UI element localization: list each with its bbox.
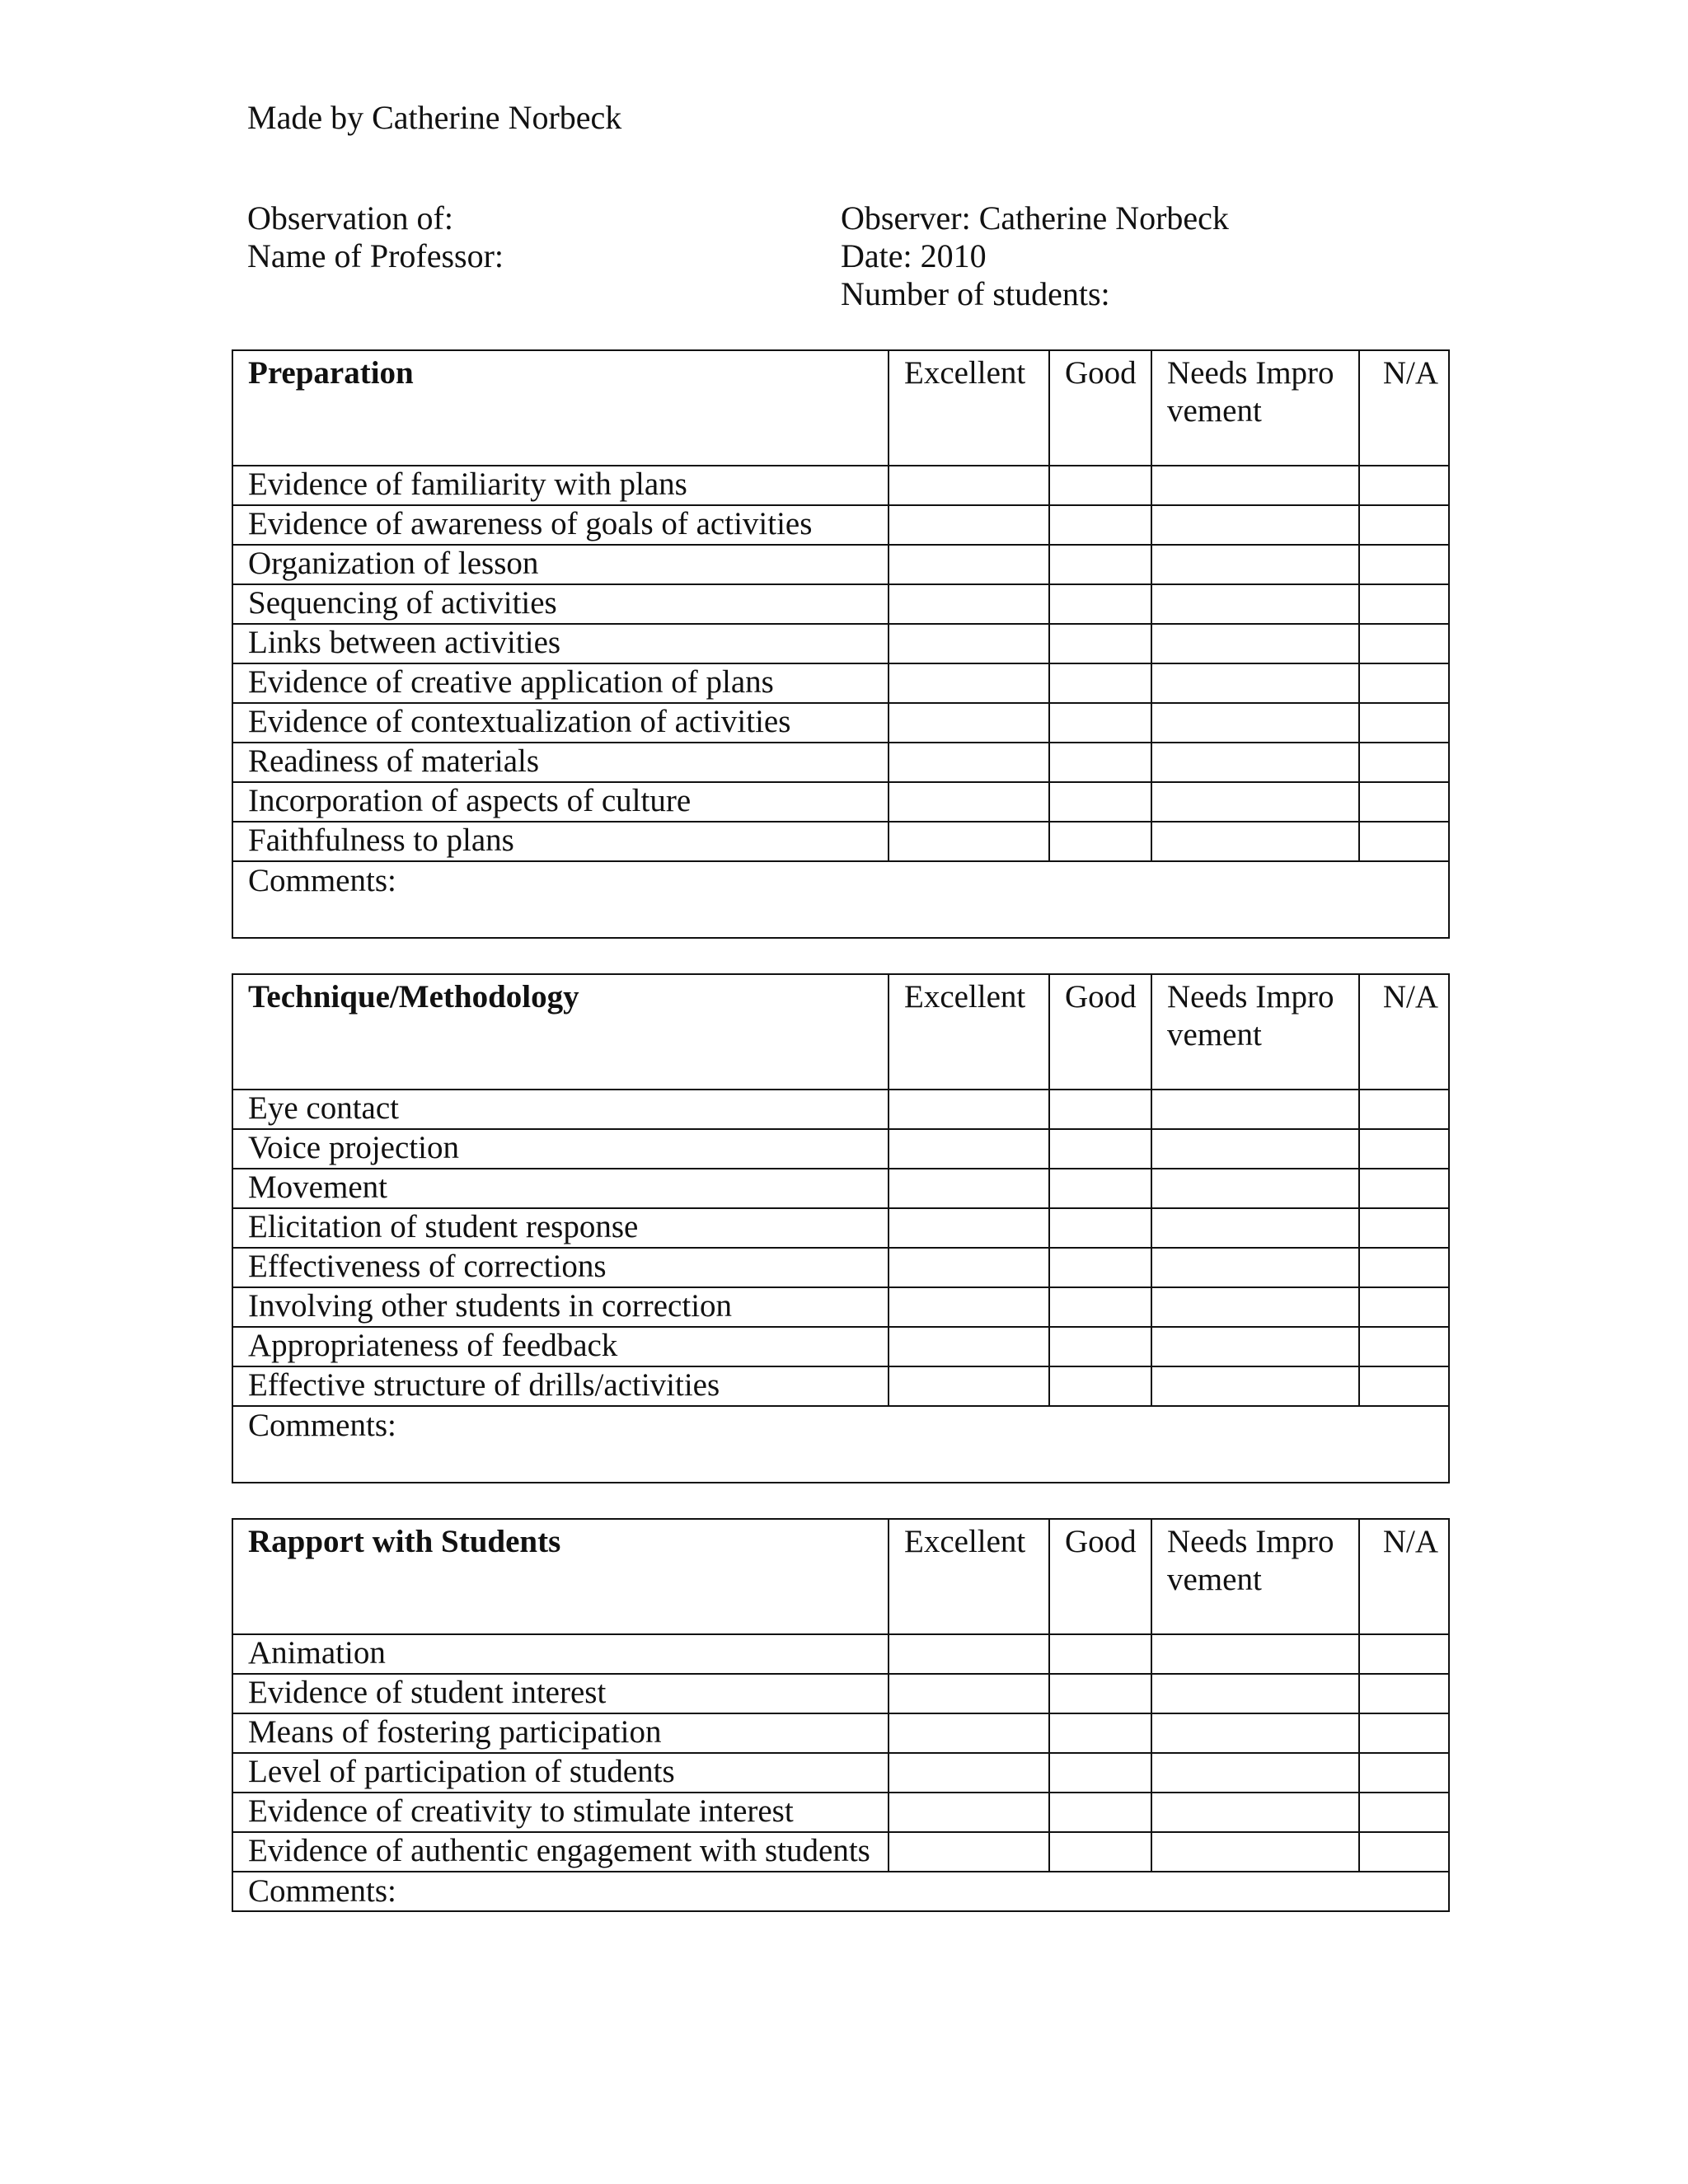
rating-na-cell[interactable] — [1359, 743, 1449, 782]
rating-good-cell[interactable] — [1049, 822, 1151, 861]
rating-needs-improvement-cell[interactable] — [1151, 1674, 1359, 1713]
rating-needs-improvement-cell[interactable] — [1151, 1090, 1359, 1129]
date-line: Date: 2010 — [841, 237, 987, 274]
rating-excellent-cell[interactable] — [889, 1129, 1049, 1169]
column-good: Good — [1049, 350, 1151, 466]
rating-excellent-cell[interactable] — [889, 1090, 1049, 1129]
rating-good-cell[interactable] — [1049, 1090, 1151, 1129]
observation-of-label: Observation of: — [247, 199, 453, 237]
rating-excellent-cell[interactable] — [889, 1169, 1049, 1208]
rating-needs-improvement-cell[interactable] — [1151, 624, 1359, 663]
rating-good-cell[interactable] — [1049, 782, 1151, 822]
rating-needs-improvement-cell[interactable] — [1151, 743, 1359, 782]
rating-na-cell[interactable] — [1359, 822, 1449, 861]
criterion-label: Organization of lesson — [232, 545, 889, 584]
rating-needs-improvement-cell[interactable] — [1151, 703, 1359, 743]
table-row — [232, 1090, 1449, 1129]
rating-na-cell[interactable] — [1359, 1753, 1449, 1793]
rating-na-cell[interactable] — [1359, 1713, 1449, 1753]
rating-excellent-cell[interactable] — [889, 584, 1049, 624]
rating-na-cell[interactable] — [1359, 1832, 1449, 1872]
rating-good-cell[interactable] — [1049, 545, 1151, 584]
table-row — [232, 584, 1449, 624]
rating-na-cell[interactable] — [1359, 703, 1449, 743]
rating-good-cell[interactable] — [1049, 1208, 1151, 1248]
table-row — [232, 1208, 1449, 1248]
rating-excellent-cell[interactable] — [889, 624, 1049, 663]
criterion-label: Faithfulness to plans — [232, 822, 889, 861]
criterion-label: Evidence of student interest — [232, 1674, 889, 1713]
technique-table — [232, 973, 1450, 1483]
criterion-label: Evidence of contextualization of activities — [232, 703, 889, 743]
column-needs-improvement: Needs Improvement — [1151, 350, 1359, 466]
rating-needs-improvement-cell[interactable] — [1151, 1287, 1359, 1327]
rating-needs-improvement-cell[interactable] — [1151, 466, 1359, 505]
number-of-students-label: Number of students: — [841, 275, 1110, 312]
rating-needs-improvement-cell[interactable] — [1151, 822, 1359, 861]
rating-good-cell[interactable] — [1049, 1287, 1151, 1327]
rating-needs-improvement-cell[interactable] — [1151, 1129, 1359, 1169]
criterion-label: Sequencing of activities — [232, 584, 889, 624]
criterion-label: Evidence of familiarity with plans — [232, 466, 889, 505]
rating-good-cell[interactable] — [1049, 505, 1151, 545]
table-row — [232, 782, 1449, 822]
rating-needs-improvement-cell[interactable] — [1151, 545, 1359, 584]
rating-excellent-cell[interactable] — [889, 743, 1049, 782]
rating-needs-improvement-cell[interactable] — [1151, 1793, 1359, 1832]
rating-excellent-cell[interactable] — [889, 663, 1049, 703]
table-row — [232, 505, 1449, 545]
rating-excellent-cell[interactable] — [889, 1208, 1049, 1248]
criterion-label: Elicitation of student response — [232, 1208, 889, 1248]
comments-row — [232, 861, 1449, 938]
table-row — [232, 1248, 1449, 1287]
rating-na-cell[interactable] — [1359, 545, 1449, 584]
rating-needs-improvement-cell[interactable] — [1151, 663, 1359, 703]
criterion-label: Incorporation of aspects of culture — [232, 782, 889, 822]
rating-excellent-cell[interactable] — [889, 545, 1049, 584]
column-excellent: Excellent — [889, 974, 1049, 1090]
comments-row — [232, 1872, 1449, 1911]
table-header-row — [232, 1519, 1449, 1634]
table-row — [232, 545, 1449, 584]
rating-excellent-cell[interactable] — [889, 1713, 1049, 1753]
rating-needs-improvement-cell[interactable] — [1151, 1208, 1359, 1248]
section-title: Preparation — [232, 350, 889, 466]
rating-needs-improvement-cell[interactable] — [1151, 1634, 1359, 1674]
column-excellent: Excellent — [889, 350, 1049, 466]
criterion-label: Level of participation of students — [232, 1753, 889, 1793]
rating-na-cell[interactable] — [1359, 1169, 1449, 1208]
rating-needs-improvement-cell[interactable] — [1151, 505, 1359, 545]
rating-good-cell[interactable] — [1049, 1366, 1151, 1406]
column-needs-improvement: Needs Improvement — [1151, 974, 1359, 1090]
rating-good-cell[interactable] — [1049, 624, 1151, 663]
rating-na-cell[interactable] — [1359, 1090, 1449, 1129]
table-row — [232, 1793, 1449, 1832]
rating-excellent-cell[interactable] — [889, 1793, 1049, 1832]
rating-good-cell[interactable] — [1049, 1753, 1151, 1793]
rapport-table — [232, 1518, 1450, 1912]
rating-excellent-cell[interactable] — [889, 1327, 1049, 1366]
rating-na-cell[interactable] — [1359, 663, 1449, 703]
table-header-row — [232, 350, 1449, 466]
rating-good-cell[interactable] — [1049, 703, 1151, 743]
comments-row — [232, 1406, 1449, 1483]
rating-excellent-cell[interactable] — [889, 505, 1049, 545]
name-of-professor-label: Name of Professor: — [247, 237, 504, 274]
table-row — [232, 743, 1449, 782]
table-row — [232, 1327, 1449, 1366]
rating-needs-improvement-cell[interactable] — [1151, 1832, 1359, 1872]
comments-field[interactable]: Comments: — [232, 861, 1449, 938]
rating-na-cell[interactable] — [1359, 1366, 1449, 1406]
rating-excellent-cell[interactable] — [889, 703, 1049, 743]
rating-good-cell[interactable] — [1049, 1674, 1151, 1713]
rating-na-cell[interactable] — [1359, 624, 1449, 663]
observer-line: Observer: Catherine Norbeck — [841, 199, 1229, 237]
rating-na-cell[interactable] — [1359, 1287, 1449, 1327]
table-row — [232, 1366, 1449, 1406]
rating-good-cell[interactable] — [1049, 1248, 1151, 1287]
column-good: Good — [1049, 1519, 1151, 1634]
table-row — [232, 703, 1449, 743]
rating-excellent-cell[interactable] — [889, 1248, 1049, 1287]
rating-needs-improvement-cell[interactable] — [1151, 782, 1359, 822]
table-row — [232, 466, 1449, 505]
rating-na-cell[interactable] — [1359, 1248, 1449, 1287]
rating-excellent-cell[interactable] — [889, 1287, 1049, 1327]
made-by-line: Made by Catherine Norbeck — [247, 99, 622, 136]
rating-needs-improvement-cell[interactable] — [1151, 584, 1359, 624]
rating-na-cell[interactable] — [1359, 782, 1449, 822]
rating-excellent-cell[interactable] — [889, 1753, 1049, 1793]
column-needs-improvement: Needs Improvement — [1151, 1519, 1359, 1634]
rating-na-cell[interactable] — [1359, 1634, 1449, 1674]
table-row — [232, 822, 1449, 861]
criterion-label: Movement — [232, 1169, 889, 1208]
criterion-label: Means of fostering participation — [232, 1713, 889, 1753]
table-row — [232, 1674, 1449, 1713]
rating-good-cell[interactable] — [1049, 466, 1151, 505]
rating-good-cell[interactable] — [1049, 1634, 1151, 1674]
rating-excellent-cell[interactable] — [889, 822, 1049, 861]
rating-good-cell[interactable] — [1049, 1793, 1151, 1832]
rating-good-cell[interactable] — [1049, 1327, 1151, 1366]
criterion-label: Involving other students in correction — [232, 1287, 889, 1327]
rating-needs-improvement-cell[interactable] — [1151, 1713, 1359, 1753]
rating-na-cell[interactable] — [1359, 1674, 1449, 1713]
table-row — [232, 1169, 1449, 1208]
table-row — [232, 1287, 1449, 1327]
rating-good-cell[interactable] — [1049, 743, 1151, 782]
rating-needs-improvement-cell[interactable] — [1151, 1366, 1359, 1406]
rating-good-cell[interactable] — [1049, 1129, 1151, 1169]
rating-na-cell[interactable] — [1359, 1327, 1449, 1366]
table-row — [232, 1713, 1449, 1753]
rating-excellent-cell[interactable] — [889, 782, 1049, 822]
criterion-label: Evidence of awareness of goals of activities — [232, 505, 889, 545]
column-na: N/A — [1359, 350, 1449, 466]
criterion-label: Evidence of creativity to stimulate interest — [232, 1793, 889, 1832]
table-row — [232, 1753, 1449, 1793]
criterion-label: Effective structure of drills/activities — [232, 1366, 889, 1406]
table-row — [232, 624, 1449, 663]
rating-good-cell[interactable] — [1049, 1713, 1151, 1753]
rating-excellent-cell[interactable] — [889, 1674, 1049, 1713]
criterion-label: Effectiveness of corrections — [232, 1248, 889, 1287]
table-row — [232, 663, 1449, 703]
rating-excellent-cell[interactable] — [889, 1634, 1049, 1674]
rating-good-cell[interactable] — [1049, 1832, 1151, 1872]
section-title: Technique/Methodology — [232, 974, 889, 1090]
rating-excellent-cell[interactable] — [889, 466, 1049, 505]
table-row — [232, 1832, 1449, 1872]
rating-excellent-cell[interactable] — [889, 1366, 1049, 1406]
criterion-label: Evidence of authentic engagement with students — [232, 1832, 889, 1872]
rating-na-cell[interactable] — [1359, 1208, 1449, 1248]
rating-good-cell[interactable] — [1049, 663, 1151, 703]
rating-needs-improvement-cell[interactable] — [1151, 1169, 1359, 1208]
criterion-label: Appropriateness of feedback — [232, 1327, 889, 1366]
rating-needs-improvement-cell[interactable] — [1151, 1248, 1359, 1287]
rating-good-cell[interactable] — [1049, 1169, 1151, 1208]
comments-field[interactable]: Comments: — [232, 1872, 1449, 1911]
table-header-row — [232, 974, 1449, 1090]
rating-na-cell[interactable] — [1359, 505, 1449, 545]
rating-needs-improvement-cell[interactable] — [1151, 1327, 1359, 1366]
rating-na-cell[interactable] — [1359, 1793, 1449, 1832]
table-row — [232, 1129, 1449, 1169]
criterion-label: Voice projection — [232, 1129, 889, 1169]
criterion-label: Eye contact — [232, 1090, 889, 1129]
column-na: N/A — [1359, 974, 1449, 1090]
column-na: N/A — [1359, 1519, 1449, 1634]
rating-needs-improvement-cell[interactable] — [1151, 1753, 1359, 1793]
header-left-block — [247, 199, 504, 275]
criterion-label: Animation — [232, 1634, 889, 1674]
rating-na-cell[interactable] — [1359, 584, 1449, 624]
comments-field[interactable]: Comments: — [232, 1406, 1449, 1483]
column-excellent: Excellent — [889, 1519, 1049, 1634]
criterion-label: Links between activities — [232, 624, 889, 663]
rating-na-cell[interactable] — [1359, 466, 1449, 505]
rating-na-cell[interactable] — [1359, 1129, 1449, 1169]
criterion-label: Evidence of creative application of plans — [232, 663, 889, 703]
table-row — [232, 1634, 1449, 1674]
rating-good-cell[interactable] — [1049, 584, 1151, 624]
criterion-label: Readiness of materials — [232, 743, 889, 782]
preparation-table — [232, 349, 1450, 939]
section-title: Rapport with Students — [232, 1519, 889, 1634]
rating-excellent-cell[interactable] — [889, 1832, 1049, 1872]
header-right-block — [841, 199, 1229, 313]
column-good: Good — [1049, 974, 1151, 1090]
